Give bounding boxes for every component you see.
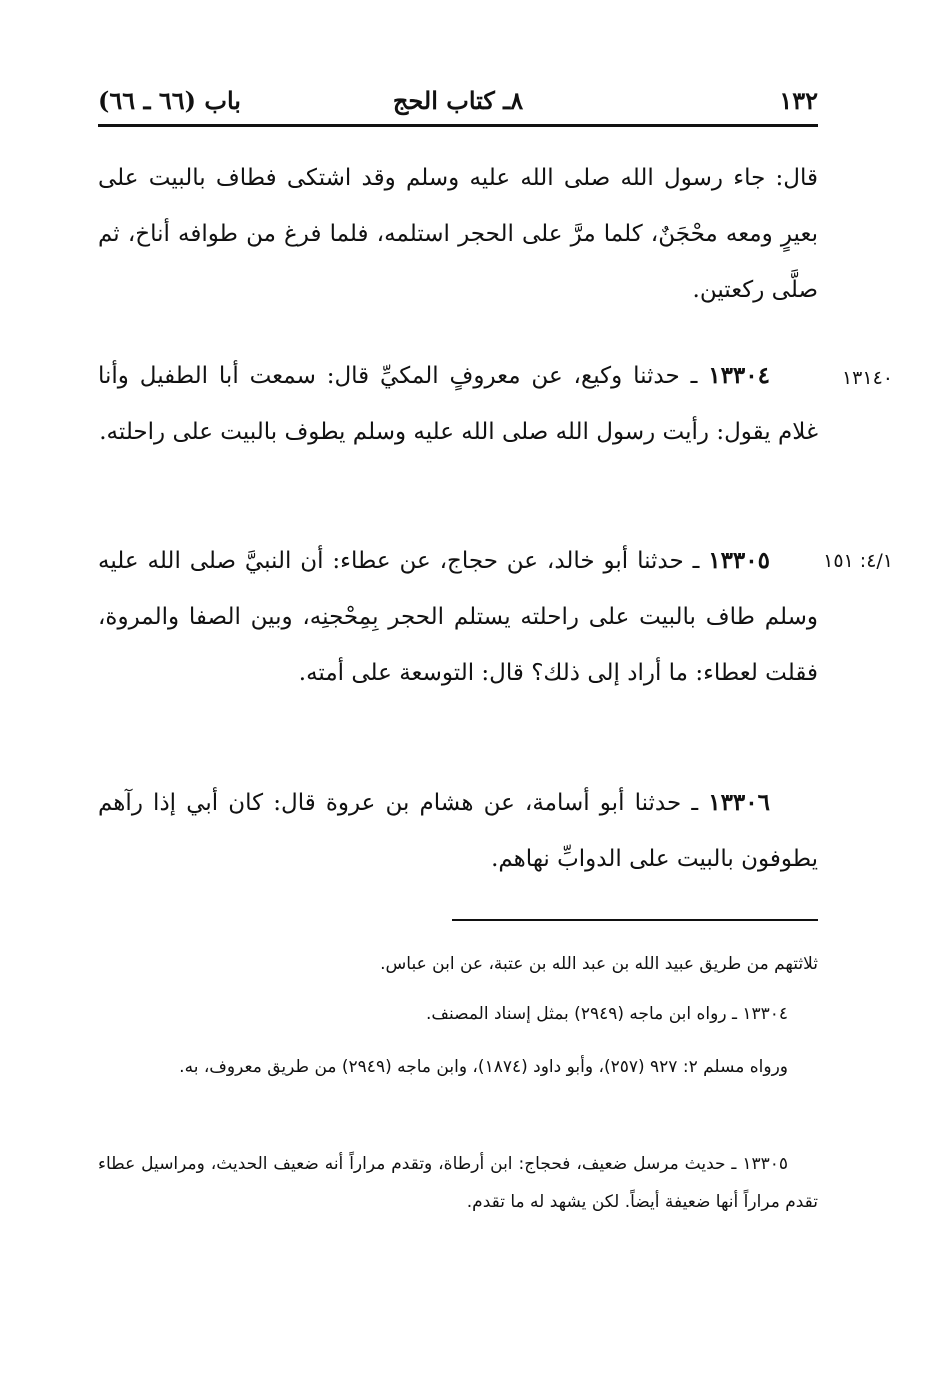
header-rule: [98, 124, 818, 127]
page-number: ١٣٢: [779, 86, 818, 115]
footnote-rule: [452, 919, 818, 921]
margin-reference-13305: ٤/١: ١٥١: [823, 550, 893, 572]
hadith-text: ـ حدثنا أبو أسامة، عن هشام بن عروة قال: كان أبي إذا رآهم يطوفون بالبيت على الدوابِّ نهاهم.: [98, 790, 818, 872]
intro-paragraph: قال: جاء رسول الله صلى الله عليه وسلم وقد اشتكى فطاف بالبيت على بعيرٍ ومعه محْجَنٌ، كلما مرَّ على الحجر استلمه، فلما فرغ من طوافه أناخ، ثم صلَّى ركعتين.: [98, 165, 818, 303]
footnote-13304: ١٣٣٠٤ ـ رواه ابن ماجه (٢٩٤٩) بمثل إسناد المصنف.: [425, 1004, 788, 1024]
chapter-title: باب (٦٦ ـ ٦٦): [98, 86, 241, 115]
footnote-line: ثلاثتهم من طريق عبيد الله بن عبد الله بن عتبة، عن ابن عباس.: [380, 954, 818, 974]
footnote-13305: ١٣٣٠٥ ـ حديث مرسل ضعيف، فحجاج: ابن أرطاة، وتقدم مراراً أنه ضعيف الحديث، ومراسيل عطاء تقدم مراراً أنها ضعيفة أيضاً. لكن يشهد له ما تقدم.: [98, 1154, 818, 1212]
hadith-number: ١٣٣٠٤: [708, 362, 770, 389]
hadith-13305: [98, 533, 818, 701]
running-header: [98, 82, 818, 122]
footnote-13304-more: ورواه مسلم ٢: ٩٢٧ (٢٥٧)، وأبو داود (١٨٧٤)، وابن ماجه (٢٩٤٩) من طريق معروف، به.: [179, 1057, 788, 1077]
hadith-number: ١٣٣٠٥: [708, 547, 770, 574]
hadith-number: ١٣٣٠٦: [708, 789, 770, 816]
book-title: ٨ـ كتاب الحج: [392, 86, 524, 115]
hadith-13304: [98, 348, 818, 460]
margin-reference-13304: ١٣١٤٠: [841, 367, 893, 389]
hadith-text: ـ حدثنا أبو خالد، عن حجاج، عن عطاء: أن النبيَّ صلى الله عليه وسلم طاف بالبيت على راحلته يستلم الحجر بِمِحْجنِه، وبين الصفا والمروة، فقلت لعطاء: ما أراد إلى ذلك؟ قال: التوسعة على أمته.: [98, 548, 818, 686]
hadith-13306: [98, 775, 818, 887]
hadith-text: ـ حدثنا وكيع، عن معروفٍ المكيِّ قال: سمعت أبا الطفيل وأنا غلام يقول: رأيت رسول الله صلى الله عليه وسلم يطوف بالبيت على راحلته.: [98, 363, 818, 445]
